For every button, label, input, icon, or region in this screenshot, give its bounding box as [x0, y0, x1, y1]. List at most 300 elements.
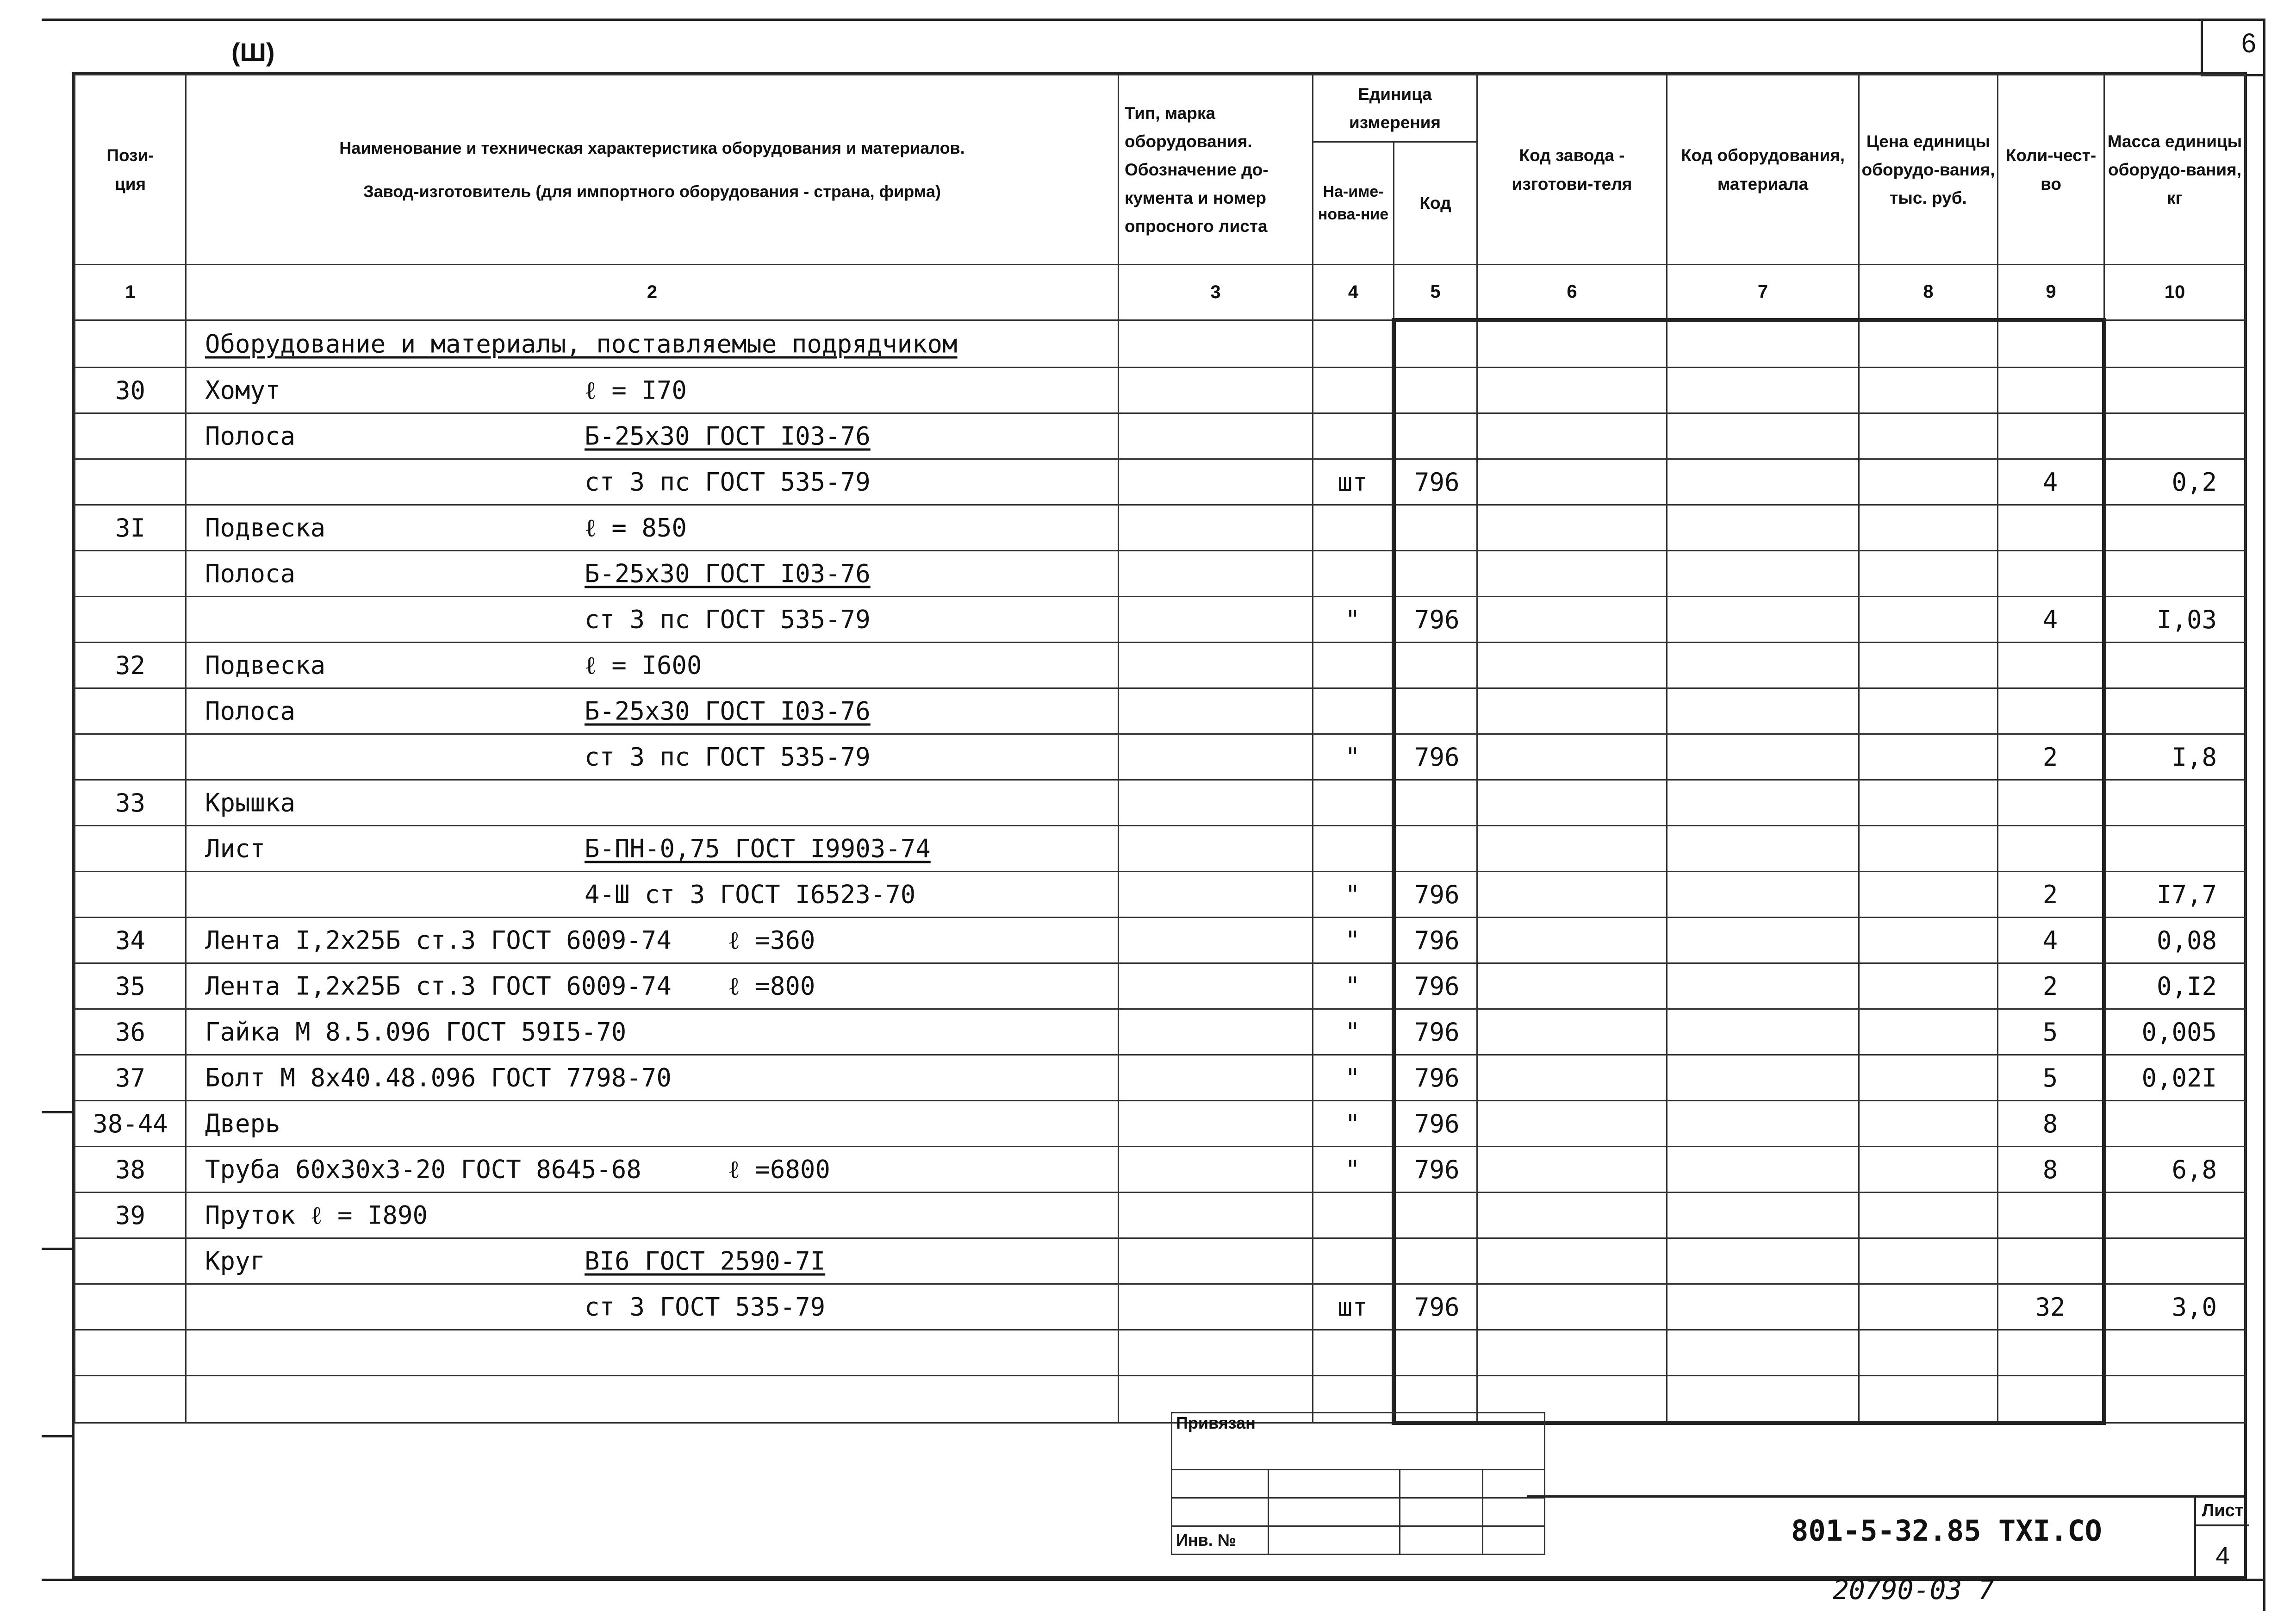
price-cell — [1859, 1376, 1998, 1423]
mass-cell: 0,I2 — [2104, 963, 2246, 1009]
unit-name-cell — [1313, 780, 1394, 826]
header-type: Тип, марка оборудования. Обозначение до-кумента и номер опросного листа — [1119, 75, 1313, 265]
sheet-box — [2194, 1495, 2249, 1579]
type-cell — [1119, 320, 1313, 368]
mass-cell — [2104, 643, 2246, 688]
unit-code-cell — [1394, 505, 1477, 551]
page-number-box — [2201, 19, 2265, 76]
quantity-cell — [1998, 1238, 2104, 1284]
table-row — [75, 734, 2246, 780]
position-cell — [75, 1238, 186, 1284]
item-spec: ℓ = I70 — [585, 375, 687, 405]
equipment-code-cell — [1667, 459, 1859, 505]
factory-code-cell — [1477, 459, 1667, 505]
margin-tick — [42, 1111, 74, 1113]
unit-name-cell — [1313, 413, 1394, 459]
mass-cell: 0,08 — [2104, 918, 2246, 963]
quantity-cell — [1998, 780, 2104, 826]
item-name: Гайка М 8.5.096 ГОСТ 59I5-70 — [205, 1017, 627, 1047]
unit-code-cell: 796 — [1394, 1284, 1477, 1330]
unit-code-cell — [1394, 368, 1477, 413]
mass-cell — [2104, 368, 2246, 413]
header-mass: Масса единицы оборудо-вания, кг — [2104, 75, 2246, 265]
equipment-code-cell — [1667, 320, 1859, 368]
mass-cell: 0,2 — [2104, 459, 2246, 505]
quantity-cell: 4 — [1998, 918, 2104, 963]
equipment-code-cell — [1667, 963, 1859, 1009]
unit-name-cell: " — [1313, 918, 1394, 963]
name-cell — [186, 413, 1119, 459]
position-cell — [75, 1284, 186, 1330]
column-number: 5 — [1394, 265, 1477, 320]
position-cell: 39 — [75, 1193, 186, 1238]
quantity-cell — [1998, 505, 2104, 551]
factory-code-cell — [1477, 688, 1667, 734]
column-number-row — [75, 265, 2246, 320]
position-cell: 38 — [75, 1147, 186, 1193]
margin-tick — [42, 1248, 74, 1250]
table-row — [75, 1147, 2246, 1193]
unit-code-cell — [1394, 1330, 1477, 1376]
mass-cell — [2104, 413, 2246, 459]
unit-name-cell — [1313, 643, 1394, 688]
item-name: Крышка — [205, 788, 296, 818]
sheet-value: 4 — [2215, 1542, 2230, 1570]
type-cell — [1119, 505, 1313, 551]
mass-cell — [2104, 1101, 2246, 1147]
table-row — [75, 368, 2246, 413]
type-cell — [1119, 1238, 1313, 1284]
equipment-code-cell — [1667, 918, 1859, 963]
table-row — [75, 505, 2246, 551]
header-name: Наименование и техническая характеристика оборудования и материалов. Завод-изготовитель (для импортного оборудования - страна, фирма) — [186, 75, 1119, 265]
type-cell — [1119, 963, 1313, 1009]
item-name: Круг — [205, 1246, 266, 1276]
table-row — [75, 1101, 2246, 1147]
factory-code-cell — [1477, 505, 1667, 551]
factory-code-cell — [1477, 1055, 1667, 1101]
item-spec: ℓ =6800 — [728, 1155, 830, 1184]
name-cell — [186, 918, 1119, 963]
item-spec: ст 3 пс ГОСТ 535-79 — [585, 742, 871, 772]
column-number: 9 — [1998, 265, 2104, 320]
equipment-code-cell — [1667, 1238, 1859, 1284]
column-number: 6 — [1477, 265, 1667, 320]
name-cell — [186, 1193, 1119, 1238]
unit-code-cell: 796 — [1394, 459, 1477, 505]
name-cell — [186, 826, 1119, 872]
quantity-cell — [1998, 413, 2104, 459]
item-spec: Б-25х30 ГОСТ I03-76 — [585, 559, 871, 588]
unit-code-cell — [1394, 1193, 1477, 1238]
column-number: 1 — [75, 265, 186, 320]
mass-cell — [2104, 826, 2246, 872]
item-name: Оборудование и материалы, поставляемые подрядчиком — [205, 329, 958, 358]
type-cell — [1119, 1101, 1313, 1147]
unit-code-cell — [1394, 688, 1477, 734]
type-cell — [1119, 1147, 1313, 1193]
section-mark: (Ш) — [231, 37, 275, 67]
price-cell — [1859, 597, 1998, 643]
column-number: 3 — [1119, 265, 1313, 320]
frame-top-line — [42, 19, 2263, 21]
equipment-code-cell — [1667, 872, 1859, 918]
factory-code-cell — [1477, 963, 1667, 1009]
item-name: Дверь — [205, 1109, 280, 1138]
quantity-cell: 2 — [1998, 872, 2104, 918]
type-cell — [1119, 780, 1313, 826]
equipment-code-cell — [1667, 1284, 1859, 1330]
unit-code-cell — [1394, 826, 1477, 872]
equipment-code-cell — [1667, 368, 1859, 413]
title-block-line — [1527, 1495, 2247, 1498]
table-row — [75, 320, 2246, 368]
quantity-cell: 2 — [1998, 963, 2104, 1009]
equipment-code-cell — [1667, 1193, 1859, 1238]
quantity-cell — [1998, 368, 2104, 413]
position-cell — [75, 551, 186, 597]
header-quantity: Коли-чест-во — [1998, 75, 2104, 265]
mass-cell — [2104, 1376, 2246, 1423]
price-cell — [1859, 1284, 1998, 1330]
item-spec: ℓ =360 — [728, 925, 815, 955]
price-cell — [1859, 1238, 1998, 1284]
table-row — [75, 413, 2246, 459]
price-cell — [1859, 1193, 1998, 1238]
name-cell — [186, 1147, 1119, 1193]
name-cell — [186, 1376, 1119, 1423]
name-cell — [186, 1284, 1119, 1330]
table-row — [75, 872, 2246, 918]
item-name: Подвеска — [205, 650, 326, 680]
unit-name-cell: шт — [1313, 459, 1394, 505]
type-cell — [1119, 918, 1313, 963]
header-position: Пози- ция — [75, 75, 186, 265]
unit-code-cell: 796 — [1394, 597, 1477, 643]
table-row — [75, 1238, 2246, 1284]
price-cell — [1859, 963, 1998, 1009]
unit-code-cell: 796 — [1394, 734, 1477, 780]
table-row — [75, 963, 2246, 1009]
mass-cell: 6,8 — [2104, 1147, 2246, 1193]
unit-name-cell — [1313, 1330, 1394, 1376]
type-cell — [1119, 551, 1313, 597]
table-row — [75, 597, 2246, 643]
table-row — [75, 1193, 2246, 1238]
unit-name-cell: " — [1313, 1147, 1394, 1193]
unit-code-cell — [1394, 413, 1477, 459]
price-cell — [1859, 688, 1998, 734]
unit-code-cell — [1394, 643, 1477, 688]
factory-code-cell — [1477, 1193, 1667, 1238]
equipment-code-cell — [1667, 1147, 1859, 1193]
inventory-label: Инв. № — [1172, 1526, 1269, 1555]
unit-name-cell: " — [1313, 963, 1394, 1009]
factory-code-cell — [1477, 872, 1667, 918]
mass-cell: 3,0 — [2104, 1284, 2246, 1330]
table-row — [75, 826, 2246, 872]
item-name: Полоса — [205, 559, 296, 588]
factory-code-cell — [1477, 734, 1667, 780]
table-row — [75, 1330, 2246, 1376]
factory-code-cell — [1477, 918, 1667, 963]
position-cell — [75, 826, 186, 872]
type-cell — [1119, 643, 1313, 688]
unit-name-cell — [1313, 505, 1394, 551]
table-row — [75, 1284, 2246, 1330]
table-row — [75, 1009, 2246, 1055]
price-cell — [1859, 320, 1998, 368]
item-spec: ℓ =800 — [728, 971, 815, 1001]
unit-code-cell: 796 — [1394, 1101, 1477, 1147]
name-cell — [186, 780, 1119, 826]
quantity-cell — [1998, 643, 2104, 688]
factory-code-cell — [1477, 1238, 1667, 1284]
quantity-cell: 5 — [1998, 1009, 2104, 1055]
unit-name-cell — [1313, 320, 1394, 368]
unit-name-cell: " — [1313, 734, 1394, 780]
unit-name-cell — [1313, 1193, 1394, 1238]
margin-tick — [42, 1435, 74, 1437]
equipment-code-cell — [1667, 1009, 1859, 1055]
position-cell: 34 — [75, 918, 186, 963]
item-spec: BI6 ГОСТ 2590-7I — [585, 1246, 826, 1276]
column-number: 7 — [1667, 265, 1859, 320]
name-cell — [186, 368, 1119, 413]
type-cell — [1119, 368, 1313, 413]
unit-code-cell: 796 — [1394, 963, 1477, 1009]
type-cell — [1119, 826, 1313, 872]
quantity-cell — [1998, 320, 2104, 368]
page-number: 6 — [2241, 28, 2256, 58]
price-cell — [1859, 551, 1998, 597]
unit-name-cell: " — [1313, 1055, 1394, 1101]
unit-name-cell: " — [1313, 872, 1394, 918]
table-row — [75, 1376, 2246, 1423]
position-cell — [75, 872, 186, 918]
equipment-code-cell — [1667, 1330, 1859, 1376]
position-cell — [75, 597, 186, 643]
factory-code-cell — [1477, 643, 1667, 688]
position-cell — [75, 1330, 186, 1376]
name-cell — [186, 597, 1119, 643]
unit-code-cell: 796 — [1394, 1147, 1477, 1193]
item-spec: ℓ = 850 — [585, 513, 687, 543]
unit-name-cell — [1313, 368, 1394, 413]
price-cell — [1859, 918, 1998, 963]
header-factory-code: Код завода - изготови-теля — [1477, 75, 1667, 265]
bound-label: Привязан — [1172, 1413, 1545, 1470]
unit-name-cell: шт — [1313, 1284, 1394, 1330]
binding-stamp — [1171, 1412, 1545, 1555]
quantity-cell: 4 — [1998, 459, 2104, 505]
factory-code-cell — [1477, 1330, 1667, 1376]
item-name: Полоса — [205, 696, 296, 726]
position-cell — [75, 1376, 186, 1423]
header-unit-code: Код — [1394, 142, 1477, 265]
mass-cell — [2104, 1330, 2246, 1376]
header-price: Цена единицы оборудо-вания, тыс. руб. — [1859, 75, 1998, 265]
name-cell — [186, 643, 1119, 688]
name-cell — [186, 1009, 1119, 1055]
factory-code-cell — [1477, 1009, 1667, 1055]
item-name: Пруток ℓ = I890 — [205, 1200, 428, 1230]
name-cell — [186, 963, 1119, 1009]
item-spec: ℓ = I600 — [585, 650, 702, 680]
mass-cell — [2104, 688, 2246, 734]
type-cell — [1119, 734, 1313, 780]
quantity-cell — [1998, 1376, 2104, 1423]
type-cell — [1119, 459, 1313, 505]
item-spec: Б-25х30 ГОСТ I03-76 — [585, 421, 871, 451]
equipment-code-cell — [1667, 780, 1859, 826]
unit-name-cell: " — [1313, 1101, 1394, 1147]
column-number: 2 — [186, 265, 1119, 320]
item-name: Лист — [205, 834, 266, 863]
archive-number: 20790-03 7 — [1833, 1574, 1995, 1605]
factory-code-cell — [1477, 413, 1667, 459]
item-name: Хомут — [205, 375, 280, 405]
specification-table — [74, 74, 2246, 1425]
mass-cell — [2104, 505, 2246, 551]
item-spec: ст 3 пс ГОСТ 535-79 — [585, 605, 871, 634]
unit-name-cell — [1313, 688, 1394, 734]
unit-name-cell: " — [1313, 1009, 1394, 1055]
factory-code-cell — [1477, 551, 1667, 597]
quantity-cell — [1998, 1193, 2104, 1238]
type-cell — [1119, 1284, 1313, 1330]
mass-cell — [2104, 320, 2246, 368]
type-cell — [1119, 597, 1313, 643]
unit-name-cell — [1313, 551, 1394, 597]
factory-code-cell — [1477, 320, 1667, 368]
position-cell: 35 — [75, 963, 186, 1009]
equipment-code-cell — [1667, 643, 1859, 688]
table-row — [75, 780, 2246, 826]
position-cell: 33 — [75, 780, 186, 826]
price-cell — [1859, 734, 1998, 780]
factory-code-cell — [1477, 1101, 1667, 1147]
equipment-code-cell — [1667, 505, 1859, 551]
price-cell — [1859, 643, 1998, 688]
mass-cell — [2104, 1193, 2246, 1238]
factory-code-cell — [1477, 597, 1667, 643]
price-cell — [1859, 780, 1998, 826]
unit-code-cell: 796 — [1394, 1055, 1477, 1101]
item-name: Лента I,2х25Б ст.3 ГОСТ 6009-74 — [205, 925, 672, 955]
mass-cell: 0,005 — [2104, 1009, 2246, 1055]
sheet-label: Лист — [2196, 1501, 2249, 1526]
price-cell — [1859, 413, 1998, 459]
item-spec: 4-Ш ст 3 ГОСТ I6523-70 — [585, 880, 916, 909]
equipment-code-cell — [1667, 1101, 1859, 1147]
equipment-code-cell — [1667, 551, 1859, 597]
item-name: Лента I,2х25Б ст.3 ГОСТ 6009-74 — [205, 971, 672, 1001]
table-row — [75, 643, 2246, 688]
unit-code-cell — [1394, 551, 1477, 597]
quantity-cell: 8 — [1998, 1101, 2104, 1147]
type-cell — [1119, 1330, 1313, 1376]
name-cell — [186, 459, 1119, 505]
column-number: 4 — [1313, 265, 1394, 320]
name-cell — [186, 1101, 1119, 1147]
name-cell — [186, 688, 1119, 734]
quantity-cell: 2 — [1998, 734, 2104, 780]
quantity-cell: 5 — [1998, 1055, 2104, 1101]
quantity-cell: 32 — [1998, 1284, 2104, 1330]
position-cell: 37 — [75, 1055, 186, 1101]
position-cell — [75, 459, 186, 505]
table-row — [75, 1055, 2246, 1101]
column-number: 8 — [1859, 265, 1998, 320]
table-row — [75, 918, 2246, 963]
price-cell — [1859, 1055, 1998, 1101]
price-cell — [1859, 872, 1998, 918]
name-cell — [186, 1238, 1119, 1284]
mass-cell — [2104, 1238, 2246, 1284]
name-cell — [186, 1330, 1119, 1376]
price-cell — [1859, 505, 1998, 551]
item-name: Полоса — [205, 421, 296, 451]
quantity-cell — [1998, 826, 2104, 872]
factory-code-cell — [1477, 780, 1667, 826]
equipment-code-cell — [1667, 1376, 1859, 1423]
item-name: Болт М 8х40.48.096 ГОСТ 7798-70 — [205, 1063, 672, 1093]
equipment-code-cell — [1667, 688, 1859, 734]
frame-right-line — [2263, 19, 2265, 1611]
factory-code-cell — [1477, 1147, 1667, 1193]
equipment-code-cell — [1667, 1055, 1859, 1101]
column-number: 10 — [2104, 265, 2246, 320]
type-cell — [1119, 688, 1313, 734]
mass-cell: I,8 — [2104, 734, 2246, 780]
price-cell — [1859, 1009, 1998, 1055]
position-cell: 3I — [75, 505, 186, 551]
unit-code-cell — [1394, 1238, 1477, 1284]
unit-code-cell — [1394, 320, 1477, 368]
unit-name-cell — [1313, 1238, 1394, 1284]
item-spec: Б-25х30 ГОСТ I03-76 — [585, 696, 871, 726]
table-row — [75, 688, 2246, 734]
quantity-cell — [1998, 1330, 2104, 1376]
equipment-code-cell — [1667, 826, 1859, 872]
unit-name-cell — [1313, 826, 1394, 872]
mass-cell — [2104, 551, 2246, 597]
quantity-cell: 4 — [1998, 597, 2104, 643]
name-cell — [186, 1055, 1119, 1101]
mass-cell: I7,7 — [2104, 872, 2246, 918]
position-cell — [75, 688, 186, 734]
equipment-code-cell — [1667, 597, 1859, 643]
unit-name-cell: " — [1313, 597, 1394, 643]
item-spec: ст 3 пс ГОСТ 535-79 — [585, 467, 871, 497]
factory-code-cell — [1477, 826, 1667, 872]
document-code: 801-5-32.85 TXI.CO — [1791, 1514, 2102, 1548]
table-row — [75, 551, 2246, 597]
quantity-cell — [1998, 551, 2104, 597]
mass-cell: I,03 — [2104, 597, 2246, 643]
item-name: Подвеска — [205, 513, 326, 543]
type-cell — [1119, 1055, 1313, 1101]
name-cell — [186, 505, 1119, 551]
quantity-cell: 8 — [1998, 1147, 2104, 1193]
unit-code-cell — [1394, 780, 1477, 826]
item-spec: Б-ПН-0,75 ГОСТ I9903-74 — [585, 834, 931, 863]
mass-cell — [2104, 780, 2246, 826]
equipment-code-cell — [1667, 413, 1859, 459]
quantity-cell — [1998, 688, 2104, 734]
price-cell — [1859, 368, 1998, 413]
